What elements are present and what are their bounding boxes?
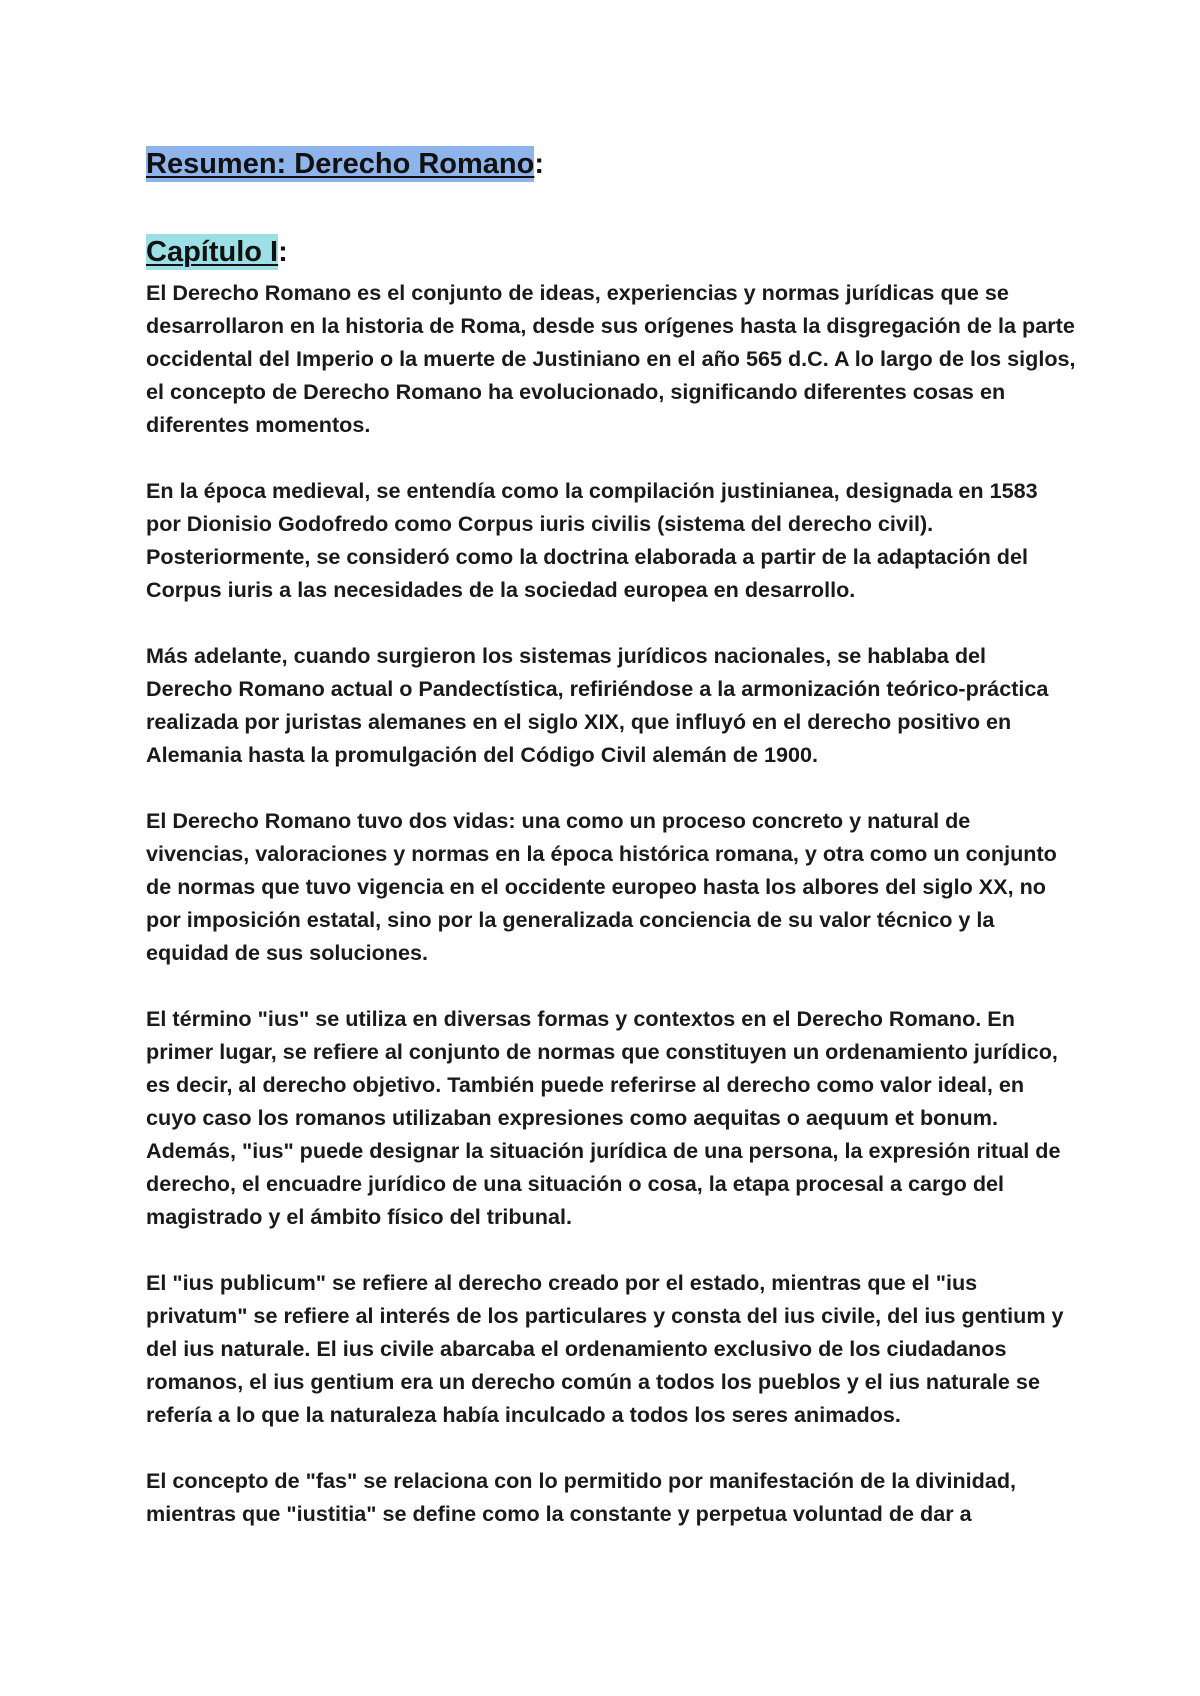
chapter-highlight: Capítulo I bbox=[146, 236, 279, 268]
paragraph-ius: El término "ius" se utiliza en diversas formas y contextos en el Derecho Romano. En primer lugar, se refiere al conjunto de normas que constituyen un ordenamiento jurídico, es decir, al derecho objetivo. También puede referirse al derecho como valor ideal, en cuyo caso los romanos utilizaban expresiones como aequitas o aequum et bonum. Además, "ius" puede designar la situación jurídica de una persona, la expresión ritual de derecho, el encuadre jurídico de una situación o cosa, la etapa procesal a cargo del magistrado y el ámbito físico del tribunal. bbox=[146, 1006, 1061, 1229]
paragraph-definition: El Derecho Romano es el conjunto de ideas, experiencias y normas jurídicas que se desarrollaron en la historia de Roma, desde sus orígenes hasta la disgregación de la parte occidental del Imperio o la muerte de Justiniano en el año 565 d.C. A lo largo de los siglos, el concepto de Derecho Romano ha evolucionado, significando diferentes cosas en diferentes momentos. bbox=[146, 280, 1076, 437]
chapter-colon: : bbox=[278, 236, 288, 268]
paragraph-pandectistica: Más adelante, cuando surgieron los sistemas jurídicos nacionales, se hablaba del Derecho Romano actual o Pandectística, refiriéndose a la armonización teórico-práctica realizada por juristas alemanes en el siglo XIX, que influyó en el derecho positivo en Alemania hasta la promulgación del Código Civil alemán de 1900. bbox=[146, 643, 1049, 767]
document-title bbox=[146, 140, 1076, 188]
paragraph-ius-publicum: El "ius publicum" se refiere al derecho creado por el estado, mientras que el "ius privatum" se refiere al interés de los particulares y consta del ius civile, del ius gentium y del ius naturale. El ius civile abarcaba el ordenamiento exclusivo de los ciudadanos romanos, el ius gentium era un derecho común a todos los pueblos y el ius naturale se refería a lo que la naturaleza había inculcado a todos los seres animados. bbox=[146, 1270, 1064, 1427]
title-colon: : bbox=[534, 148, 545, 180]
document-content bbox=[146, 140, 1076, 1563]
chapter-heading bbox=[146, 228, 1076, 276]
paragraph-fas-iustitia: El concepto de "fas" se relaciona con lo permitido por manifestación de la divinidad, mientras que "iustitia" se define como la constante y perpetua voluntad de dar a bbox=[146, 1468, 1017, 1526]
title-highlight: Resumen: Derecho Romano bbox=[146, 148, 535, 180]
paragraph-two-lives: El Derecho Romano tuvo dos vidas: una como un proceso concreto y natural de vivencias, valoraciones y normas en la época histórica romana, y otra como un conjunto de normas que tuvo vigencia en el occidente europeo hasta los albores del siglo XX, no por imposición estatal, sino por la generalizada conciencia de su valor técnico y la equidad de sus soluciones. bbox=[146, 808, 1057, 965]
paragraph-medieval: En la época medieval, se entendía como la compilación justinianea, designada en 1583 por Dionisio Godofredo como Corpus iuris civilis (sistema del derecho civil). Posteriormente, se consideró como la doctrina elaborada a partir de la adaptación del Corpus iuris a las necesidades de la sociedad europea en desarrollo. bbox=[146, 478, 1038, 602]
